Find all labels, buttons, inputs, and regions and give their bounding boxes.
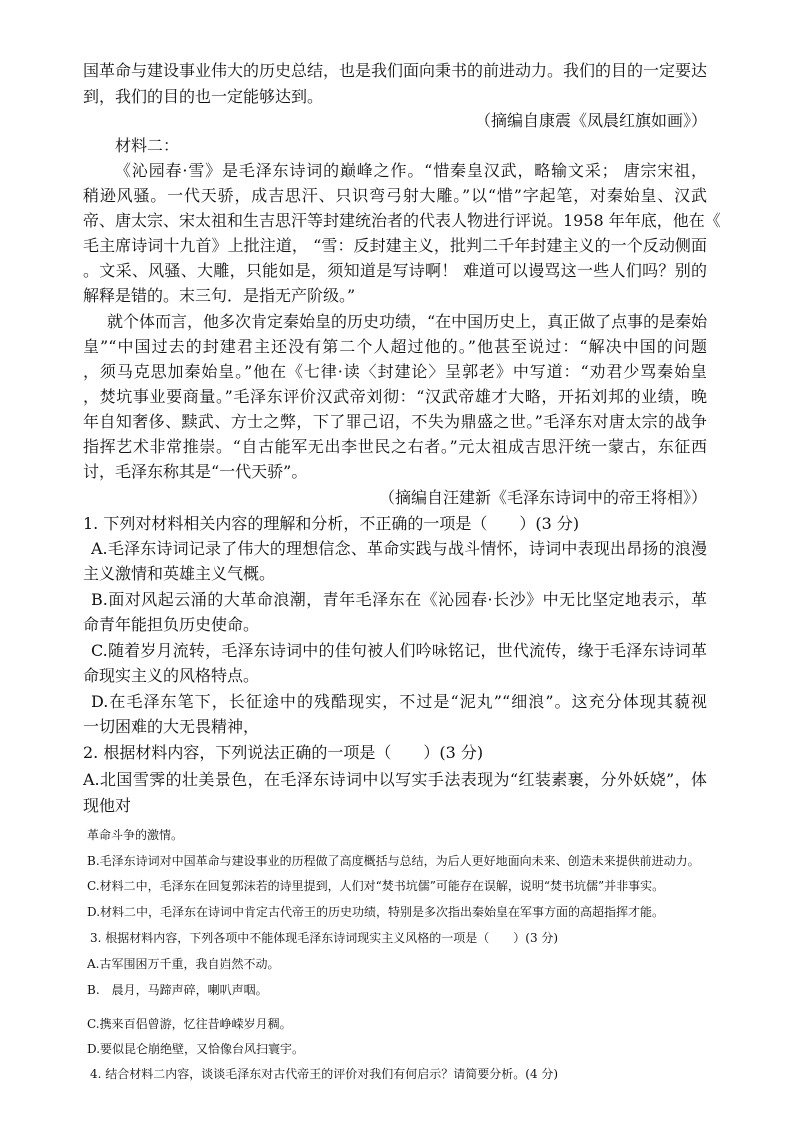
q2-option-d: D.材料二中，毛泽东在诗词中肯定古代帝王的历史功绩，特别是多次指出秦始皇在军事方面的高超指挥才能。: [87, 905, 665, 919]
material2-p2-line: 皇”“中国过去的封建君主还没有第二个人超过他的。”他甚至说过：“解决中国的问题: [83, 337, 707, 356]
material2-p2-line: ，焚坑事业要商量。”毛泽东评价汉武帝刘彻：“汉武帝雄才大略，开拓刘邦的业绩，晚: [83, 387, 707, 406]
material2-p2-line: ，须马克思加秦始皇。”他在《七律·读〈封建论〉呈郭老》中写道：“劝君少骂秦始皇: [83, 362, 707, 381]
material1-line: 到，我们的目的也一定能够达到。: [83, 87, 324, 106]
q1-option-a-cont: 主义激情和英雄主义气概。: [83, 564, 276, 583]
material2-p1-line: 。文采、风骚、大雕，只能如是，须知道是写诗啊！ 难道可以谩骂这一些人们吗？别的: [83, 261, 707, 280]
q2-option-c: C.材料二中，毛泽东在回复郭沫若的诗里提到，人们对“焚书坑儒”可能存在误解，说明“焚书坑儒”并非事实。: [87, 879, 665, 893]
q2-stem: 2. 根据材料内容，下列说法正确的一项是（ ）(3 分): [83, 743, 484, 762]
q1-option-b-cont: 命青年能担负历史使命。: [83, 615, 260, 634]
material2-p1-line: 毛主席诗词十九首》上批注道， “雪：反封建主义，批判二千年封建主义的一个反动侧面: [83, 236, 707, 255]
q3-option-b: B. 晨月，马蹄声碎，喇叭声咽。: [87, 983, 268, 997]
q1-option-b: B.面对风起云涌的大革命浪潮，青年毛泽东在《沁园春·长沙》中无比坚定地表示，革: [91, 590, 707, 609]
q4-stem: 4. 结合材料二内容，谈谈毛泽东对古代帝王的评价对我们有何启示？请简要分析。(4 分): [90, 1067, 559, 1081]
q1-option-d: D.在毛泽东笔下，长征途中的残酷现实，不过是“泥丸”“细浪”。这充分体现其藐视: [91, 692, 707, 711]
q3-option-c: C.携来百侣曾游，忆往昔峥嵘岁月稠。: [87, 1017, 292, 1031]
material2-p2-line: 讨，毛泽东称其是“一代天骄”。: [83, 462, 308, 481]
q2-option-a-cont2: 革命斗争的激情。: [87, 828, 184, 842]
material1-line: 国革命与建设事业伟大的历史总结，也是我们面向秉书的前进动力。我们的目的一定要达: [83, 61, 708, 80]
q1-option-c: C.随着岁月流转，毛泽东诗词中的佳句被人们吟咏铭记，世代流传，缘于毛泽东诗词革: [91, 641, 707, 660]
q1-option-c-cont: 命现实主义的风格特点。: [83, 666, 260, 685]
q1-option-d-cont: 一切困难的大无畏精神，: [83, 717, 260, 736]
q1-option-a: A.毛泽东诗词记录了伟大的理想信念、革命实践与战斗情怀，诗词中表现出昂扬的浪漫: [91, 539, 707, 558]
material2-p1-line: 《沁园春·雪》是毛泽东诗词的巅峰之作。“惜秦皇汉武，略输文采； 唐宗宋祖，: [115, 161, 707, 180]
material2-p2-line: 年自知奢侈、黩武、方士之弊，下了罪己诏，不失为鼎盛之世。”毛泽东对唐太宗的战争: [83, 412, 707, 431]
material2-source: （摘编自汪建新《毛泽东诗词中的帝王将相》）: [378, 488, 707, 507]
q2-option-b: B.毛泽东诗词对中国革命与建设事业的历程做了高度概括与总结，为后人更好地面向未来、创造未来提供前进动力。: [87, 854, 700, 868]
material2-p2-line: 指挥艺术非常推崇。“自古能军无出李世民之右者。”元太祖成吉思汗统一蒙古，东征西: [83, 437, 707, 456]
q3-stem: 3. 根据材料内容，下列各项中不能体现毛泽东诗词现实主义风格的一项是（ ）(3 分): [90, 931, 559, 945]
q2-option-a: A.北国雪霁的壮美景色，在毛泽东诗词中以写实手法表现为“红装素裹，分外妖娆”，体: [83, 770, 707, 789]
q3-option-a: A.古军围困万千重，我自岿然不动。: [87, 957, 280, 971]
q2-option-a-cont: 现他对: [83, 796, 132, 815]
q3-option-d: D.要似昆仑崩绝壁，又恰像台风扫寰宇。: [87, 1042, 305, 1056]
q1-stem: 1. 下列对材料相关内容的理解和分析，不正确的一项是（ ）(3 分): [83, 514, 580, 533]
material2-heading: 材料二：: [115, 136, 180, 155]
material2-p1-line: 稍逊风骚。一代天骄，成吉思汗、只识弯弓射大雕。”以“惜”字起笔，对秦始皇、汉武: [83, 186, 707, 205]
material2-p1-line: 帝、唐太宗、宋太祖和生吉思汗等封建统治者的代表人物进行评说。1958 年年底，他在《: [83, 211, 721, 230]
material2-p2-line: 就个体而言，他多次肯定秦始皇的历史功绩，“在中国历史上，真正做了点事的是秦始: [107, 312, 708, 331]
material2-p1-line: 解释是错的。末三句．是指无产阶级。”: [83, 286, 356, 305]
material1-source: （摘编自康震《凤晨红旗如画》）: [474, 111, 707, 130]
